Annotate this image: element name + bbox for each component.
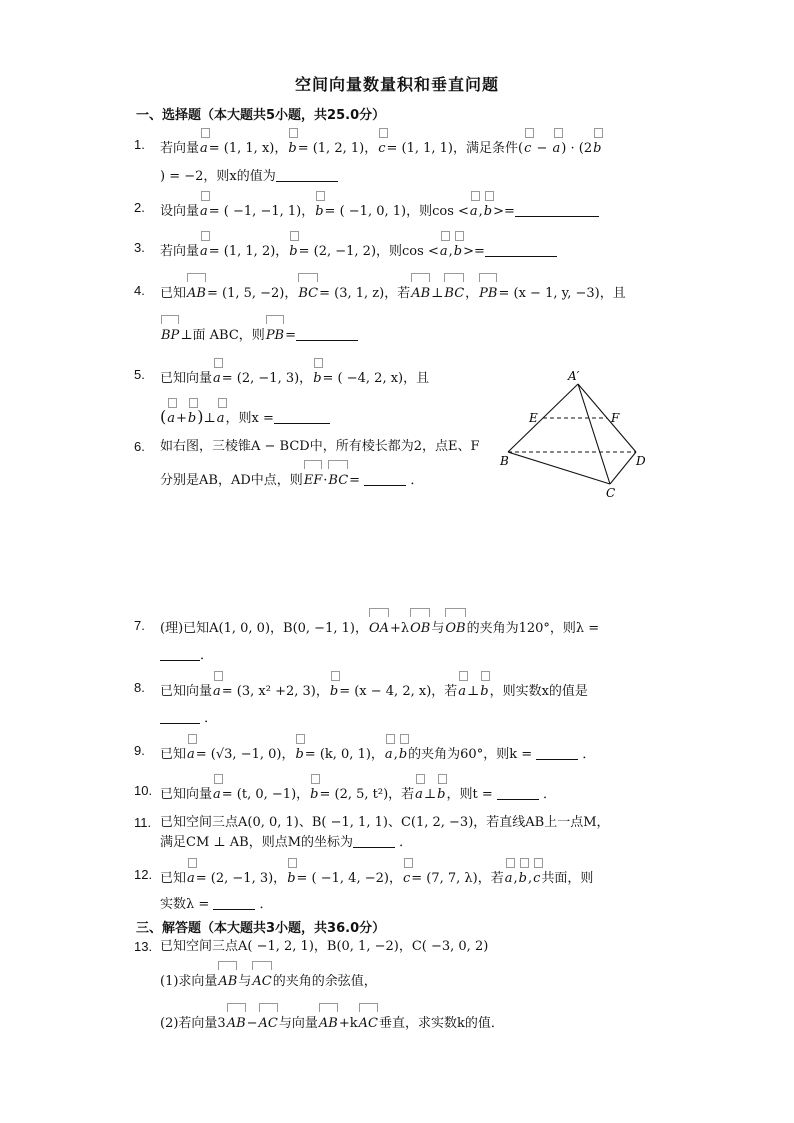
point-label-f: F [611,411,620,425]
page-title: 空间向量数量积和垂直问题 [294,75,499,94]
question-6-line-2: 分别是AB，AD中点，则EF·BC= ． [160,463,423,496]
question-4-line-2: BP⊥面 ABC，则PB= [160,318,358,351]
answer-blank[interactable] [160,709,200,724]
question-13-part-2: (2)若向量3AB−AC与向量AB+kAC垂直，求实数k的值． [160,1006,504,1039]
question-5-line-2: (a+b)⊥a，则x = [160,400,330,434]
section-heading-choice: 一、选择题（本大题共5小题，共25.0分） [136,108,386,123]
tetrahedron-figure [496,366,666,501]
question-8-line-2: ． [160,704,217,734]
vertex-label-d: D [636,454,646,468]
answer-blank[interactable] [274,409,330,424]
vector-c: c [378,130,385,164]
vector-b: b [288,130,296,164]
vertex-label-c: C [606,486,616,500]
vertex-label-b: B [500,454,509,468]
section-heading-answer: 三、解答题（本大题共3小题，共36.0分） [136,921,386,936]
question-11-line-2: 满足CM ⊥ AB，则点M的坐标为 ． [160,835,413,850]
vertex-label-a: A′ [568,369,580,383]
answer-blank[interactable] [536,745,578,760]
question-number: 1. [134,137,145,152]
point-label-e: E [529,411,538,425]
question-12-line-2: 实数λ = ． [160,897,273,912]
question-1-line-2: ) = −2，则x的值为 [160,162,338,192]
answer-blank[interactable] [485,242,557,257]
answer-blank[interactable] [497,785,539,800]
answer-blank[interactable] [213,895,255,910]
question-13-part-1: (1)求向量AB与AC的夹角的余弦值， [160,964,377,997]
answer-blank[interactable] [296,326,358,341]
vector-a: a [200,130,208,164]
answer-blank[interactable] [276,167,338,182]
answer-blank[interactable] [364,471,406,486]
answer-blank[interactable] [353,833,395,848]
answer-blank[interactable] [515,202,599,217]
answer-blank[interactable] [160,646,200,661]
question-7-line-2: ． [160,641,213,671]
